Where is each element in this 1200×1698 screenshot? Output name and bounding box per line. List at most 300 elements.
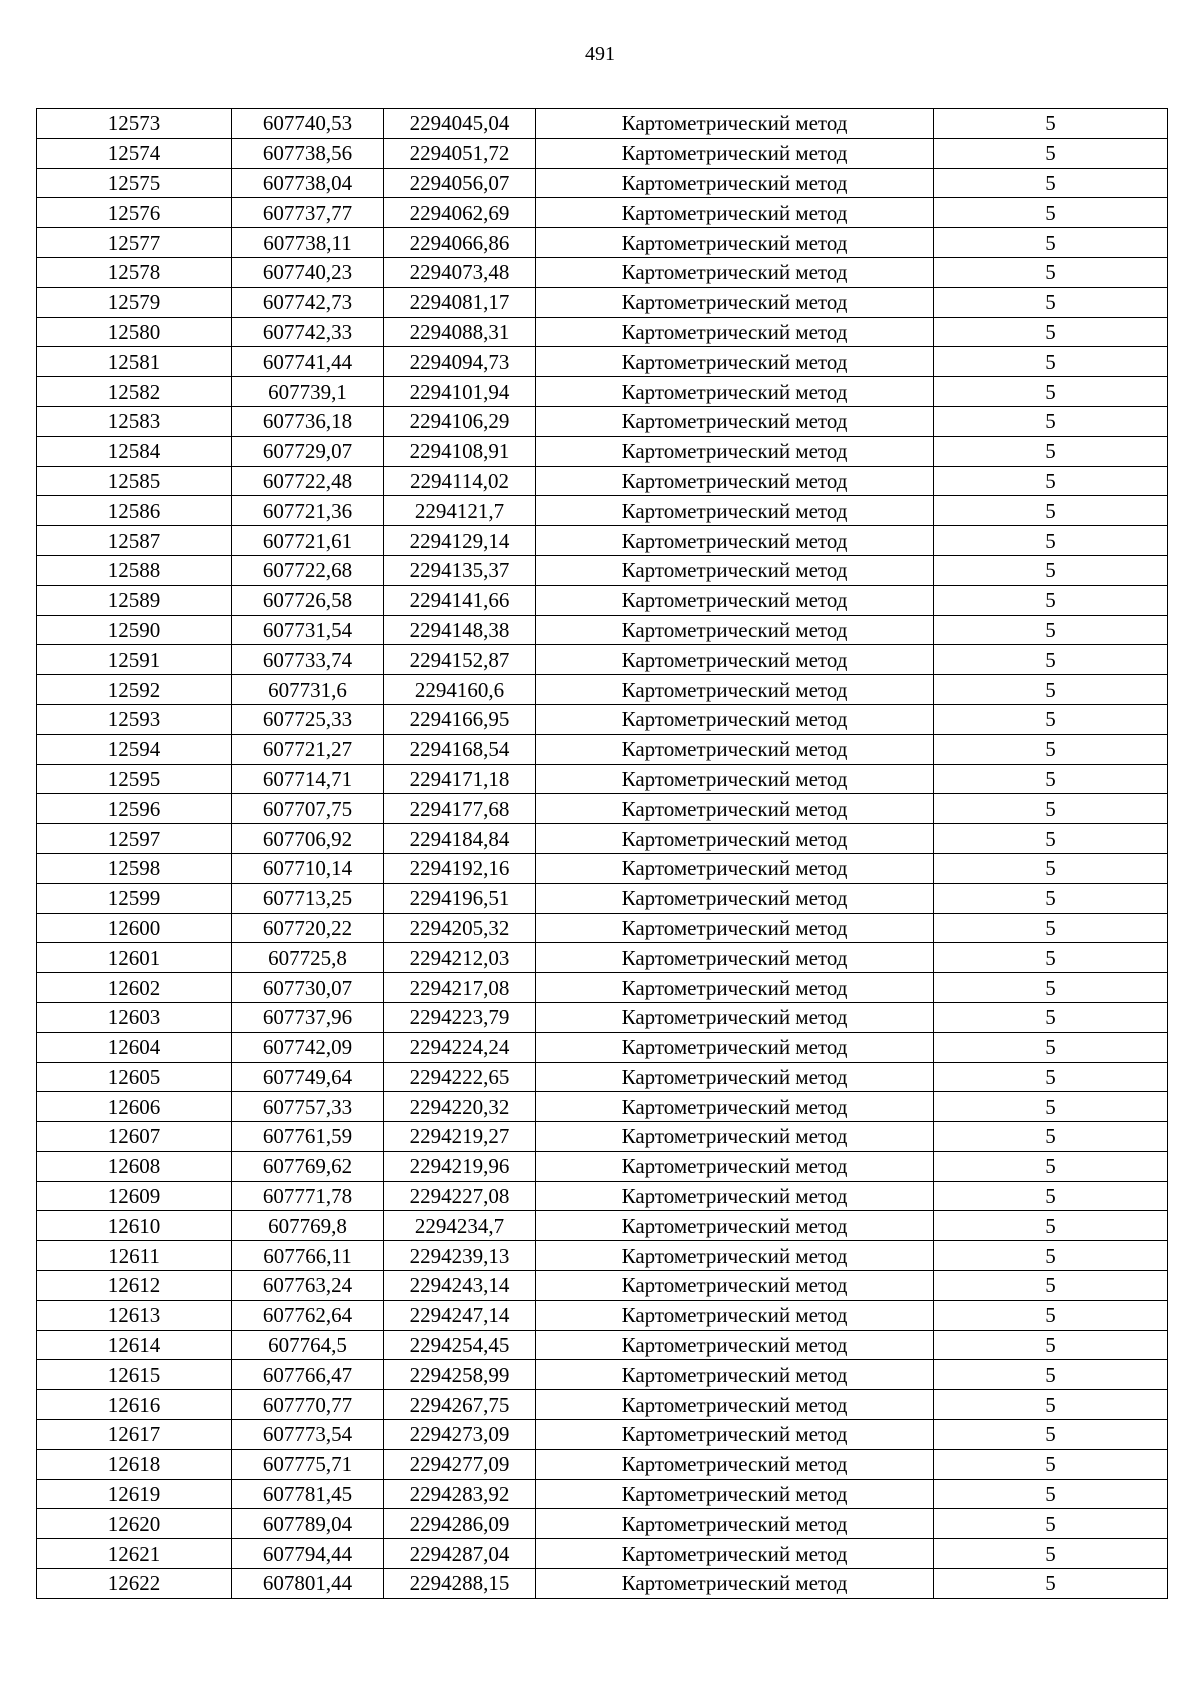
method-cell: Картометрический метод [536,496,934,526]
table-row [37,704,1168,734]
x-coordinate-cell: 607770,77 [232,1390,384,1420]
point-number-cell: 12592 [37,675,232,705]
x-coordinate-cell: 607742,73 [232,287,384,317]
accuracy-cell: 5 [934,1271,1168,1301]
y-coordinate-cell: 2294287,04 [384,1539,536,1569]
point-number-cell: 12606 [37,1092,232,1122]
table-row [37,1241,1168,1271]
y-coordinate-cell: 2294234,7 [384,1211,536,1241]
accuracy-cell: 5 [934,1062,1168,1092]
x-coordinate-cell: 607714,71 [232,764,384,794]
method-cell: Картометрический метод [536,615,934,645]
y-coordinate-cell: 2294101,94 [384,377,536,407]
accuracy-cell: 5 [934,347,1168,377]
point-number-cell: 12622 [37,1569,232,1599]
point-number-cell: 12576 [37,198,232,228]
table-row [37,794,1168,824]
y-coordinate-cell: 2294094,73 [384,347,536,377]
method-cell: Картометрический метод [536,1479,934,1509]
method-cell: Картометрический метод [536,1092,934,1122]
point-number-cell: 12581 [37,347,232,377]
x-coordinate-cell: 607769,8 [232,1211,384,1241]
method-cell: Картометрический метод [536,1002,934,1032]
x-coordinate-cell: 607761,59 [232,1122,384,1152]
table-row [37,1569,1168,1599]
table-row [37,675,1168,705]
y-coordinate-cell: 2294227,08 [384,1181,536,1211]
method-cell: Картометрический метод [536,734,934,764]
accuracy-cell: 5 [934,615,1168,645]
method-cell: Картометрический метод [536,585,934,615]
y-coordinate-cell: 2294171,18 [384,764,536,794]
accuracy-cell: 5 [934,1390,1168,1420]
method-cell: Картометрический метод [536,466,934,496]
x-coordinate-cell: 607733,74 [232,645,384,675]
y-coordinate-cell: 2294051,72 [384,138,536,168]
method-cell: Картометрический метод [536,883,934,913]
accuracy-cell: 5 [934,1151,1168,1181]
x-coordinate-cell: 607757,33 [232,1092,384,1122]
method-cell: Картометрический метод [536,1360,934,1390]
method-cell: Картометрический метод [536,764,934,794]
method-cell: Картометрический метод [536,943,934,973]
accuracy-cell: 5 [934,168,1168,198]
accuracy-cell: 5 [934,1509,1168,1539]
point-number-cell: 12604 [37,1032,232,1062]
accuracy-cell: 5 [934,764,1168,794]
y-coordinate-cell: 2294148,38 [384,615,536,645]
y-coordinate-cell: 2294220,32 [384,1092,536,1122]
accuracy-cell: 5 [934,883,1168,913]
y-coordinate-cell: 2294073,48 [384,257,536,287]
accuracy-cell: 5 [934,555,1168,585]
point-number-cell: 12594 [37,734,232,764]
point-number-cell: 12587 [37,526,232,556]
accuracy-cell: 5 [934,1241,1168,1271]
table-row [37,1092,1168,1122]
method-cell: Картометрический метод [536,228,934,258]
accuracy-cell: 5 [934,257,1168,287]
table-row [37,1360,1168,1390]
x-coordinate-cell: 607707,75 [232,794,384,824]
accuracy-cell: 5 [934,824,1168,854]
accuracy-cell: 5 [934,228,1168,258]
table-row [37,1211,1168,1241]
x-coordinate-cell: 607738,11 [232,228,384,258]
method-cell: Картометрический метод [536,1122,934,1152]
method-cell: Картометрический метод [536,824,934,854]
point-number-cell: 12580 [37,317,232,347]
point-number-cell: 12611 [37,1241,232,1271]
point-number-cell: 12584 [37,436,232,466]
table-row [37,853,1168,883]
y-coordinate-cell: 2294219,96 [384,1151,536,1181]
y-coordinate-cell: 2294168,54 [384,734,536,764]
accuracy-cell: 5 [934,466,1168,496]
table-row [37,1449,1168,1479]
point-number-cell: 12619 [37,1479,232,1509]
x-coordinate-cell: 607730,07 [232,973,384,1003]
x-coordinate-cell: 607726,58 [232,585,384,615]
accuracy-cell: 5 [934,1539,1168,1569]
table-row [37,1151,1168,1181]
x-coordinate-cell: 607725,33 [232,704,384,734]
table-row [37,138,1168,168]
point-number-cell: 12586 [37,496,232,526]
accuracy-cell: 5 [934,734,1168,764]
x-coordinate-cell: 607763,24 [232,1271,384,1301]
method-cell: Картометрический метод [536,973,934,1003]
point-number-cell: 12612 [37,1271,232,1301]
accuracy-cell: 5 [934,645,1168,675]
x-coordinate-cell: 607789,04 [232,1509,384,1539]
method-cell: Картометрический метод [536,198,934,228]
x-coordinate-cell: 607722,48 [232,466,384,496]
x-coordinate-cell: 607710,14 [232,853,384,883]
y-coordinate-cell: 2294166,95 [384,704,536,734]
accuracy-cell: 5 [934,913,1168,943]
method-cell: Картометрический метод [536,645,934,675]
point-number-cell: 12601 [37,943,232,973]
y-coordinate-cell: 2294267,75 [384,1390,536,1420]
x-coordinate-cell: 607720,22 [232,913,384,943]
y-coordinate-cell: 2294192,16 [384,853,536,883]
x-coordinate-cell: 607731,54 [232,615,384,645]
accuracy-cell: 5 [934,704,1168,734]
x-coordinate-cell: 607740,53 [232,109,384,139]
x-coordinate-cell: 607771,78 [232,1181,384,1211]
x-coordinate-cell: 607722,68 [232,555,384,585]
x-coordinate-cell: 607801,44 [232,1569,384,1599]
method-cell: Картометрический метод [536,1271,934,1301]
x-coordinate-cell: 607721,27 [232,734,384,764]
method-cell: Картометрический метод [536,1151,934,1181]
table-row [37,1539,1168,1569]
method-cell: Картометрический метод [536,1241,934,1271]
x-coordinate-cell: 607749,64 [232,1062,384,1092]
y-coordinate-cell: 2294184,84 [384,824,536,854]
point-number-cell: 12574 [37,138,232,168]
method-cell: Картометрический метод [536,168,934,198]
table-row [37,109,1168,139]
method-cell: Картометрический метод [536,1211,934,1241]
method-cell: Картометрический метод [536,675,934,705]
point-number-cell: 12590 [37,615,232,645]
y-coordinate-cell: 2294129,14 [384,526,536,556]
point-number-cell: 12617 [37,1420,232,1450]
y-coordinate-cell: 2294121,7 [384,496,536,526]
x-coordinate-cell: 607769,62 [232,1151,384,1181]
point-number-cell: 12618 [37,1449,232,1479]
table-row [37,615,1168,645]
point-number-cell: 12607 [37,1122,232,1152]
accuracy-cell: 5 [934,109,1168,139]
method-cell: Картометрический метод [536,1181,934,1211]
coordinates-table [36,108,1168,1599]
table-row [37,1390,1168,1420]
accuracy-cell: 5 [934,198,1168,228]
method-cell: Картометрический метод [536,138,934,168]
y-coordinate-cell: 2294243,14 [384,1271,536,1301]
point-number-cell: 12614 [37,1330,232,1360]
point-number-cell: 12620 [37,1509,232,1539]
y-coordinate-cell: 2294196,51 [384,883,536,913]
accuracy-cell: 5 [934,1181,1168,1211]
method-cell: Картометрический метод [536,1509,934,1539]
table-row [37,198,1168,228]
accuracy-cell: 5 [934,1122,1168,1152]
y-coordinate-cell: 2294273,09 [384,1420,536,1450]
y-coordinate-cell: 2294062,69 [384,198,536,228]
accuracy-cell: 5 [934,406,1168,436]
y-coordinate-cell: 2294114,02 [384,466,536,496]
table-row [37,317,1168,347]
accuracy-cell: 5 [934,1449,1168,1479]
accuracy-cell: 5 [934,1360,1168,1390]
method-cell: Картометрический метод [536,406,934,436]
method-cell: Картометрический метод [536,1300,934,1330]
point-number-cell: 12596 [37,794,232,824]
table-row [37,1271,1168,1301]
x-coordinate-cell: 607764,5 [232,1330,384,1360]
point-number-cell: 12602 [37,973,232,1003]
method-cell: Картометрический метод [536,794,934,824]
table-row [37,1122,1168,1152]
point-number-cell: 12593 [37,704,232,734]
x-coordinate-cell: 607738,04 [232,168,384,198]
table-row [37,943,1168,973]
table-row [37,764,1168,794]
x-coordinate-cell: 607721,61 [232,526,384,556]
table-row [37,555,1168,585]
accuracy-cell: 5 [934,1211,1168,1241]
point-number-cell: 12578 [37,257,232,287]
x-coordinate-cell: 607773,54 [232,1420,384,1450]
table-row [37,824,1168,854]
table-row [37,883,1168,913]
accuracy-cell: 5 [934,1420,1168,1450]
x-coordinate-cell: 607781,45 [232,1479,384,1509]
point-number-cell: 12597 [37,824,232,854]
x-coordinate-cell: 607742,33 [232,317,384,347]
table-row [37,1420,1168,1450]
point-number-cell: 12579 [37,287,232,317]
table-row [37,168,1168,198]
method-cell: Картометрический метод [536,436,934,466]
table-row [37,1032,1168,1062]
x-coordinate-cell: 607794,44 [232,1539,384,1569]
table-row [37,406,1168,436]
accuracy-cell: 5 [934,943,1168,973]
accuracy-cell: 5 [934,377,1168,407]
method-cell: Картометрический метод [536,526,934,556]
table-row [37,1479,1168,1509]
point-number-cell: 12591 [37,645,232,675]
method-cell: Картометрический метод [536,1062,934,1092]
x-coordinate-cell: 607739,1 [232,377,384,407]
method-cell: Картометрический метод [536,109,934,139]
y-coordinate-cell: 2294224,24 [384,1032,536,1062]
y-coordinate-cell: 2294223,79 [384,1002,536,1032]
x-coordinate-cell: 607766,47 [232,1360,384,1390]
y-coordinate-cell: 2294081,17 [384,287,536,317]
table-row [37,913,1168,943]
method-cell: Картометрический метод [536,913,934,943]
y-coordinate-cell: 2294108,91 [384,436,536,466]
method-cell: Картометрический метод [536,555,934,585]
point-number-cell: 12610 [37,1211,232,1241]
method-cell: Картометрический метод [536,287,934,317]
point-number-cell: 12583 [37,406,232,436]
x-coordinate-cell: 607737,96 [232,1002,384,1032]
accuracy-cell: 5 [934,496,1168,526]
point-number-cell: 12613 [37,1300,232,1330]
y-coordinate-cell: 2294160,6 [384,675,536,705]
table-row [37,973,1168,1003]
y-coordinate-cell: 2294066,86 [384,228,536,258]
y-coordinate-cell: 2294212,03 [384,943,536,973]
table-row [37,436,1168,466]
accuracy-cell: 5 [934,675,1168,705]
point-number-cell: 12605 [37,1062,232,1092]
accuracy-cell: 5 [934,1479,1168,1509]
method-cell: Картометрический метод [536,1420,934,1450]
x-coordinate-cell: 607775,71 [232,1449,384,1479]
point-number-cell: 12575 [37,168,232,198]
y-coordinate-cell: 2294177,68 [384,794,536,824]
coordinates-table-body [37,109,1168,1599]
point-number-cell: 12577 [37,228,232,258]
x-coordinate-cell: 607738,56 [232,138,384,168]
y-coordinate-cell: 2294106,29 [384,406,536,436]
table-row [37,377,1168,407]
x-coordinate-cell: 607737,77 [232,198,384,228]
method-cell: Картометрический метод [536,1539,934,1569]
y-coordinate-cell: 2294217,08 [384,973,536,1003]
y-coordinate-cell: 2294247,14 [384,1300,536,1330]
table-row [37,734,1168,764]
point-number-cell: 12609 [37,1181,232,1211]
x-coordinate-cell: 607742,09 [232,1032,384,1062]
accuracy-cell: 5 [934,436,1168,466]
accuracy-cell: 5 [934,1002,1168,1032]
table-row [37,1181,1168,1211]
x-coordinate-cell: 607721,36 [232,496,384,526]
point-number-cell: 12589 [37,585,232,615]
table-row [37,645,1168,675]
y-coordinate-cell: 2294277,09 [384,1449,536,1479]
point-number-cell: 12599 [37,883,232,913]
accuracy-cell: 5 [934,1330,1168,1360]
y-coordinate-cell: 2294222,65 [384,1062,536,1092]
x-coordinate-cell: 607706,92 [232,824,384,854]
accuracy-cell: 5 [934,585,1168,615]
accuracy-cell: 5 [934,287,1168,317]
y-coordinate-cell: 2294283,92 [384,1479,536,1509]
y-coordinate-cell: 2294258,99 [384,1360,536,1390]
y-coordinate-cell: 2294219,27 [384,1122,536,1152]
x-coordinate-cell: 607740,23 [232,257,384,287]
x-coordinate-cell: 607736,18 [232,406,384,436]
method-cell: Картометрический метод [536,257,934,287]
method-cell: Картометрический метод [536,317,934,347]
y-coordinate-cell: 2294141,66 [384,585,536,615]
method-cell: Картометрический метод [536,347,934,377]
table-row [37,1300,1168,1330]
x-coordinate-cell: 607731,6 [232,675,384,705]
accuracy-cell: 5 [934,1032,1168,1062]
accuracy-cell: 5 [934,794,1168,824]
x-coordinate-cell: 607729,07 [232,436,384,466]
point-number-cell: 12598 [37,853,232,883]
method-cell: Картометрический метод [536,704,934,734]
x-coordinate-cell: 607766,11 [232,1241,384,1271]
point-number-cell: 12588 [37,555,232,585]
page-number: 491 [585,43,615,65]
y-coordinate-cell: 2294286,09 [384,1509,536,1539]
y-coordinate-cell: 2294088,31 [384,317,536,347]
x-coordinate-cell: 607713,25 [232,883,384,913]
accuracy-cell: 5 [934,526,1168,556]
point-number-cell: 12615 [37,1360,232,1390]
method-cell: Картометрический метод [536,1449,934,1479]
y-coordinate-cell: 2294135,37 [384,555,536,585]
point-number-cell: 12600 [37,913,232,943]
point-number-cell: 12585 [37,466,232,496]
point-number-cell: 12616 [37,1390,232,1420]
method-cell: Картометрический метод [536,1032,934,1062]
accuracy-cell: 5 [934,1092,1168,1122]
accuracy-cell: 5 [934,1300,1168,1330]
point-number-cell: 12603 [37,1002,232,1032]
x-coordinate-cell: 607741,44 [232,347,384,377]
y-coordinate-cell: 2294045,04 [384,109,536,139]
method-cell: Картометрический метод [536,853,934,883]
accuracy-cell: 5 [934,1569,1168,1599]
table-row [37,1330,1168,1360]
method-cell: Картометрический метод [536,1390,934,1420]
method-cell: Картометрический метод [536,1330,934,1360]
accuracy-cell: 5 [934,853,1168,883]
table-row [37,526,1168,556]
point-number-cell: 12582 [37,377,232,407]
y-coordinate-cell: 2294152,87 [384,645,536,675]
table-row [37,496,1168,526]
table-row [37,257,1168,287]
table-row [37,585,1168,615]
table-row [37,228,1168,258]
table-row [37,1002,1168,1032]
table-row [37,287,1168,317]
accuracy-cell: 5 [934,973,1168,1003]
table-row [37,466,1168,496]
table-row [37,347,1168,377]
y-coordinate-cell: 2294288,15 [384,1569,536,1599]
y-coordinate-cell: 2294254,45 [384,1330,536,1360]
y-coordinate-cell: 2294239,13 [384,1241,536,1271]
point-number-cell: 12621 [37,1539,232,1569]
point-number-cell: 12573 [37,109,232,139]
x-coordinate-cell: 607762,64 [232,1300,384,1330]
method-cell: Картометрический метод [536,1569,934,1599]
y-coordinate-cell: 2294056,07 [384,168,536,198]
point-number-cell: 12608 [37,1151,232,1181]
x-coordinate-cell: 607725,8 [232,943,384,973]
y-coordinate-cell: 2294205,32 [384,913,536,943]
table-row [37,1509,1168,1539]
accuracy-cell: 5 [934,138,1168,168]
point-number-cell: 12595 [37,764,232,794]
